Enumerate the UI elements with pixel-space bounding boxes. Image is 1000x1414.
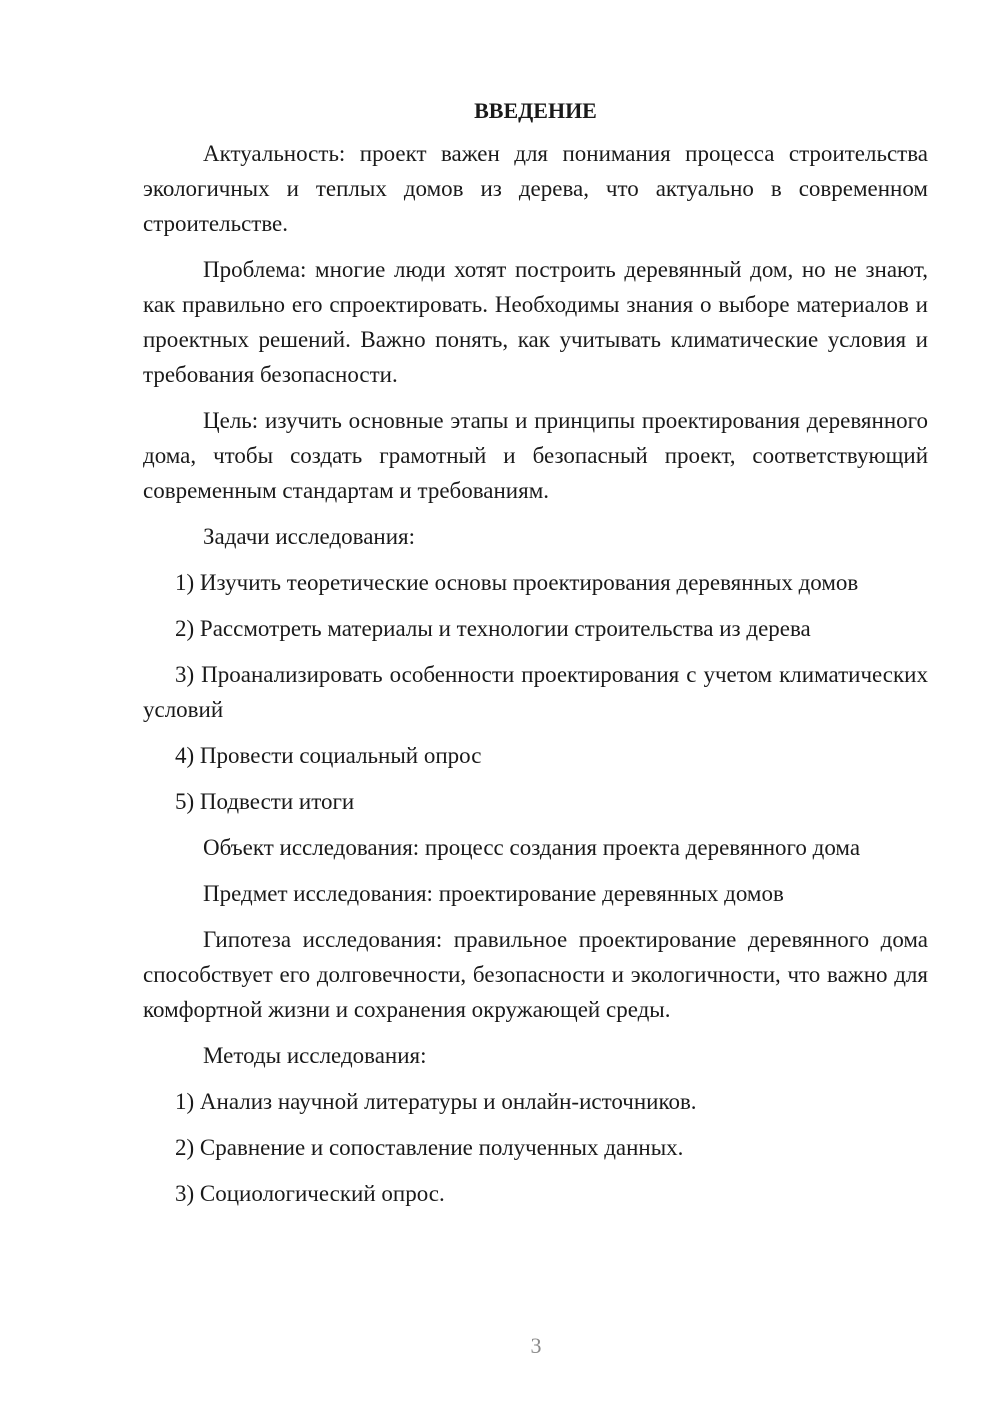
task-item: 2) Рассмотреть материалы и технологии строительства из дерева: [175, 616, 811, 641]
hypothesis-paragraph: Гипотеза исследования: правильное проектирование деревянного дома способствует его долговечности, безопасности и экологичности, что важно для комфортной жизни и сохранения окружающей среды.: [143, 927, 928, 1022]
document-body: [143, 96, 928, 1222]
object-paragraph: Объект исследования: процесс создания проекта деревянного дома: [203, 835, 861, 860]
task-item: 5) Подвести итоги: [175, 789, 355, 814]
methods-heading: Методы исследования:: [203, 1043, 427, 1068]
problem-paragraph: Проблема: многие люди хотят построить деревянный дом, но не знают, как правильно его спроектировать. Необходимы знания о выборе материалов и проектных решений. Важно понять, как учитывать климатические условия и требования безопасности.: [143, 257, 928, 387]
section-title: ВВЕДЕНИЕ: [474, 98, 597, 123]
task-item: 1) Изучить теоретические основы проектирования деревянных домов: [175, 570, 859, 595]
method-item: 2) Сравнение и сопоставление полученных данных.: [175, 1135, 684, 1160]
tasks-heading: Задачи исследования:: [203, 524, 416, 549]
page-number: 3: [530, 1333, 542, 1358]
subject-paragraph: Предмет исследования: проектирование деревянных домов: [203, 881, 784, 906]
task-item: 4) Провести социальный опрос: [175, 743, 482, 768]
method-item: 3) Социологический опрос.: [175, 1181, 445, 1206]
task-item: 3) Проанализировать особенности проектирования с учетом климатических условий: [143, 662, 928, 722]
goal-paragraph: Цель: изучить основные этапы и принципы проектирования деревянного дома, чтобы создать грамотный и безопасный проект, соответствующий современным стандартам и требованиям.: [143, 408, 928, 503]
method-item: 1) Анализ научной литературы и онлайн-источников.: [175, 1089, 697, 1114]
relevance-paragraph: Актуальность: проект важен для понимания процесса строительства экологичных и теплых домов из дерева, что актуально в современном строительстве.: [143, 141, 928, 236]
